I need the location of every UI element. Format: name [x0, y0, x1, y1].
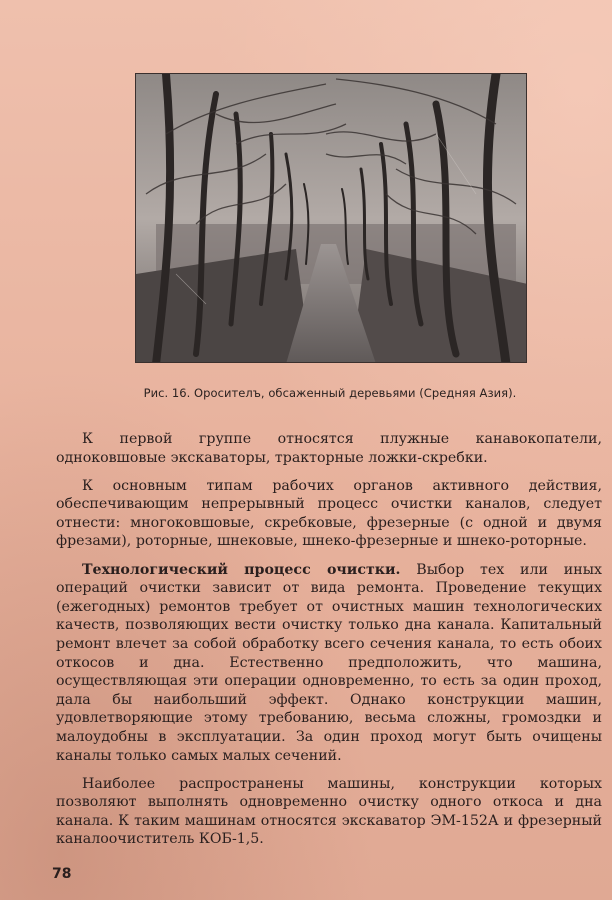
paragraph-text: Выбор тех или иных операций очистки зависит от вида ремонта. Проведение текущих (ежегодных) ремонтов требует от очистных машин технологических качеств, позволяющих вести очистку только дна канала. Капитальный ремонт влечет за собой обработку всего сечения канала, то есть обоих откосов и дна. Естественно предположить, что машина, осуществляющая эти операции одновременно, то есть за один проход, дала бы наибольший эффект. Однако конструкции машин, удовлетворяющие этому требованию, весьма сложны, громоздки и малоудобны в эксплуатации. За один проход могут быть очищены каналы только самых малых сечений. [56, 561, 602, 764]
paragraph: К основным типам рабочих органов активного действия, обеспечивающим непрерывный процесс очистки каналов, следует отнести: многоковшовые, скребковые, фрезерные (с одной и двумя фрезами), роторные, шнековые, шнеко-фрезерные и шнеко-роторные. [56, 477, 602, 550]
paragraph [56, 561, 602, 766]
figure-caption: Рис. 16. Оросителъ, обсаженный деревьями (Средняя Азия). [143, 386, 517, 400]
body-text [56, 430, 602, 858]
paragraph: К первой группе относятся плужные канавокопатели, одноковшовые экскаваторы, тракторные ложки-скребки. [56, 431, 602, 466]
tree-lined-canal-image [136, 74, 527, 363]
paragraph-heading: Технологический процесс очистки. [82, 561, 401, 578]
paragraph: Наиболее распространены машины, конструкции которых позволяют выполнять одновременно очистку одного откоса и дна канала. К таким машинам относятся экскаватор ЭМ-152А и фрезерный каналоочиститель КОБ-1,5. [56, 775, 602, 848]
figure-photo [135, 73, 527, 363]
page-number: 78 [52, 866, 72, 882]
